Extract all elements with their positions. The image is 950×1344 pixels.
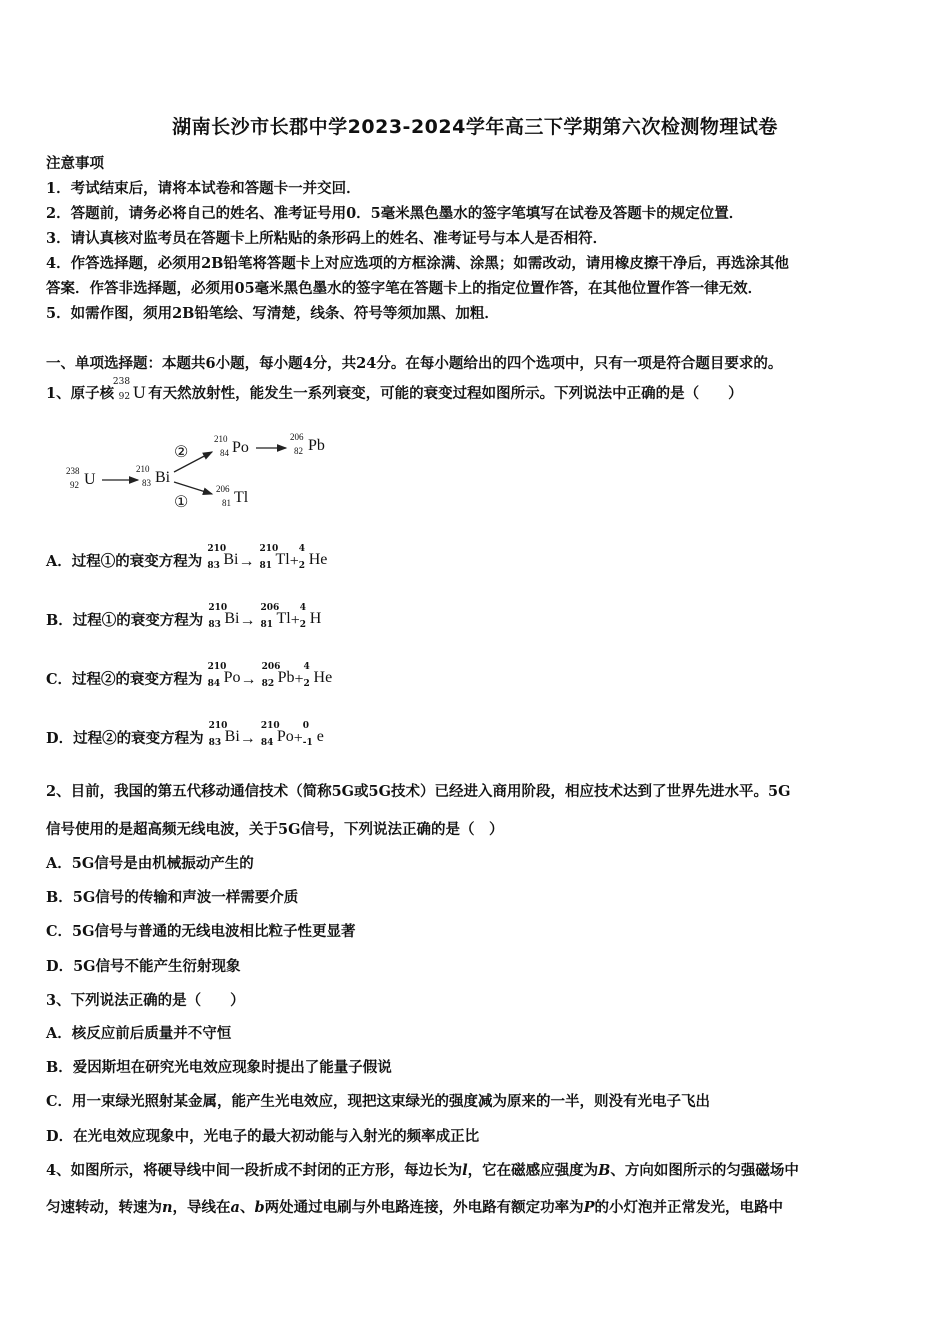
q3-option-a: A．核反应前后质量并不守恒 bbox=[46, 1025, 232, 1042]
question-2-stem-line1: 2、目前，我国的第五代移动通信技术（简称5G或5G技术）已经进入商用阶段，相应技术达到了世界先进水平。5G bbox=[46, 783, 791, 800]
svg-text:84: 84 bbox=[220, 448, 229, 458]
svg-text:238: 238 bbox=[66, 466, 80, 476]
q1-option-d: D．过程②的衰变方程为 210 83 Bi→ 210 84 Po+ 0 -1 e bbox=[46, 725, 324, 753]
diagram-node-u bbox=[66, 466, 96, 490]
question-4-stem-line2: 匀速转动，转速为n，导线在a、b两处通过电刷与外电路连接，外电路有额定功率为P的小灯泡并正常发光，电路中 bbox=[46, 1199, 783, 1216]
svg-text:92: 92 bbox=[70, 480, 79, 490]
page-title: 湖南长沙市长郡中学2023-2024学年高三下学期第六次检测物理试卷 bbox=[172, 116, 778, 138]
svg-text:210: 210 bbox=[214, 434, 228, 444]
var-b-field: B bbox=[598, 1162, 611, 1179]
diagram-node-tl bbox=[216, 484, 249, 508]
question-3-stem: 3、下列说法正确的是（ ） bbox=[46, 992, 245, 1009]
q1-suffix: 有天然放射性，能发生一系列衰变，可能的衰变过程如图所示。下列说法中正确的是（ ） bbox=[148, 385, 743, 402]
arrow-sign: → bbox=[239, 612, 256, 629]
svg-text:Bi: Bi bbox=[155, 469, 171, 486]
arrow-sign: → bbox=[240, 671, 257, 688]
equation-rhs: 210 81 Tl bbox=[259, 544, 290, 571]
svg-text:81: 81 bbox=[222, 498, 231, 508]
q2-option-c: C．5G信号与普通的无线电波相比粒子性更显著 bbox=[46, 923, 356, 940]
q1-option-a: A．过程①的衰变方程为 210 83 Bi→ 210 81 Tl+ 4 2 He bbox=[46, 548, 327, 576]
plus-sign: + bbox=[289, 553, 299, 570]
notice-item: 答案．作答非选择题，必须用05毫米黑色墨水的签字笔在答题卡上的指定位置作答，在其他位置作答一律无效． bbox=[46, 280, 763, 297]
arrow-sign: → bbox=[238, 553, 255, 570]
equation-lhs: 210 83 Bi bbox=[208, 721, 240, 748]
equation-particle: 0 -1 e bbox=[302, 721, 324, 748]
var-n: n bbox=[162, 1199, 173, 1216]
notice-item: 5．如需作图，须用2B铅笔绘、写清楚，线条、符号等须加黑、加粗． bbox=[46, 305, 499, 322]
var-a: a bbox=[230, 1199, 240, 1216]
q1-option-b: B．过程①的衰变方程为 210 83 Bi→ 206 81 Tl+ 4 2 H bbox=[46, 607, 321, 635]
equation-lhs: 210 83 Bi bbox=[208, 603, 240, 630]
arrow-bi-tl bbox=[174, 482, 212, 494]
equation-particle: 4 2 He bbox=[303, 662, 333, 689]
arrow-sign: → bbox=[239, 730, 256, 747]
var-p: P bbox=[583, 1199, 595, 1216]
uranium-nucleus: 238 92 U bbox=[112, 377, 147, 402]
section-heading: 一、单项选择题：本题共6小题，每小题4分，共24分。在每小题给出的四个选项中，只有一项是符合题目要求的。 bbox=[46, 355, 783, 372]
diagram-node-bi bbox=[136, 464, 171, 488]
q3-option-c: C．用一束绿光照射某金属，能产生光电效应，现把这束绿光的强度减为原来的一半，则没有光电子飞出 bbox=[46, 1093, 711, 1110]
decay-diagram bbox=[62, 426, 352, 522]
process-2-label: ② bbox=[174, 444, 189, 461]
equation-rhs: 206 82 Pb bbox=[261, 662, 295, 689]
notice-heading: 注意事项 bbox=[46, 155, 104, 172]
plus-sign: + bbox=[294, 671, 304, 688]
equation-lhs: 210 84 Po bbox=[207, 662, 241, 689]
equation-lhs: 210 83 Bi bbox=[207, 544, 239, 571]
q2-option-d: D．5G信号不能产生衍射现象 bbox=[46, 958, 241, 975]
equation-particle: 4 2 He bbox=[298, 544, 328, 571]
question-2-stem-line2: 信号使用的是超高频无线电波，关于5G信号，下列说法正确的是（ ） bbox=[46, 821, 504, 838]
svg-text:210: 210 bbox=[136, 464, 150, 474]
notice-item: 2．答题前，请务必将自己的姓名、准考证号用0．5毫米黑色墨水的签字笔填写在试卷及答题卡的规定位置． bbox=[46, 205, 744, 222]
equation-particle: 4 2 H bbox=[299, 603, 322, 630]
plus-sign: + bbox=[293, 730, 303, 747]
equation-rhs: 210 84 Po bbox=[260, 721, 294, 748]
diagram-node-pb bbox=[290, 432, 325, 456]
question-4-stem-line1: 4、如图所示，将硬导线中间一段折成不封闭的正方形，每边长为l，它在磁感应强度为B、方向如图所示的匀强磁场中 bbox=[46, 1162, 799, 1179]
svg-text:Po: Po bbox=[232, 439, 249, 456]
q1-option-c: C．过程②的衰变方程为 210 84 Po→ 206 82 Pb+ 4 2 He bbox=[46, 666, 332, 694]
notice-item: 1．考试结束后，请将本试卷和答题卡一并交回． bbox=[46, 180, 361, 197]
svg-text:206: 206 bbox=[290, 432, 304, 442]
svg-text:U: U bbox=[84, 471, 96, 488]
svg-text:Pb: Pb bbox=[308, 437, 325, 454]
notice-item: 4．作答选择题，必须用2B铅笔将答题卡上对应选项的方框涂满、涂黑；如需改动，请用橡皮擦干净后，再选涂其他 bbox=[46, 255, 789, 272]
question-1-stem bbox=[46, 377, 743, 405]
q2-option-b: B．5G信号的传输和声波一样需要介质 bbox=[46, 889, 299, 906]
process-1-label: ① bbox=[174, 494, 189, 511]
q3-option-b: B．爱因斯坦在研究光电效应现象时提出了能量子假说 bbox=[46, 1059, 392, 1076]
notice-item: 3．请认真核对监考员在答题卡上所粘贴的条形码上的姓名、准考证号与本人是否相符． bbox=[46, 230, 608, 247]
equation-rhs: 206 81 Tl bbox=[260, 603, 291, 630]
plus-sign: + bbox=[290, 612, 300, 629]
svg-text:206: 206 bbox=[216, 484, 230, 494]
q3-option-d: D．在光电效应现象中，光电子的最大初动能与入射光的频率成正比 bbox=[46, 1128, 480, 1145]
var-b: b bbox=[254, 1199, 265, 1216]
diagram-node-po bbox=[214, 434, 249, 458]
q1-prefix: 1、原子核 bbox=[46, 385, 115, 402]
var-l: l bbox=[462, 1162, 468, 1179]
q2-option-a: A．5G信号是由机械振动产生的 bbox=[46, 855, 254, 872]
svg-text:Tl: Tl bbox=[234, 489, 249, 506]
svg-text:83: 83 bbox=[142, 478, 151, 488]
svg-text:82: 82 bbox=[294, 446, 303, 456]
